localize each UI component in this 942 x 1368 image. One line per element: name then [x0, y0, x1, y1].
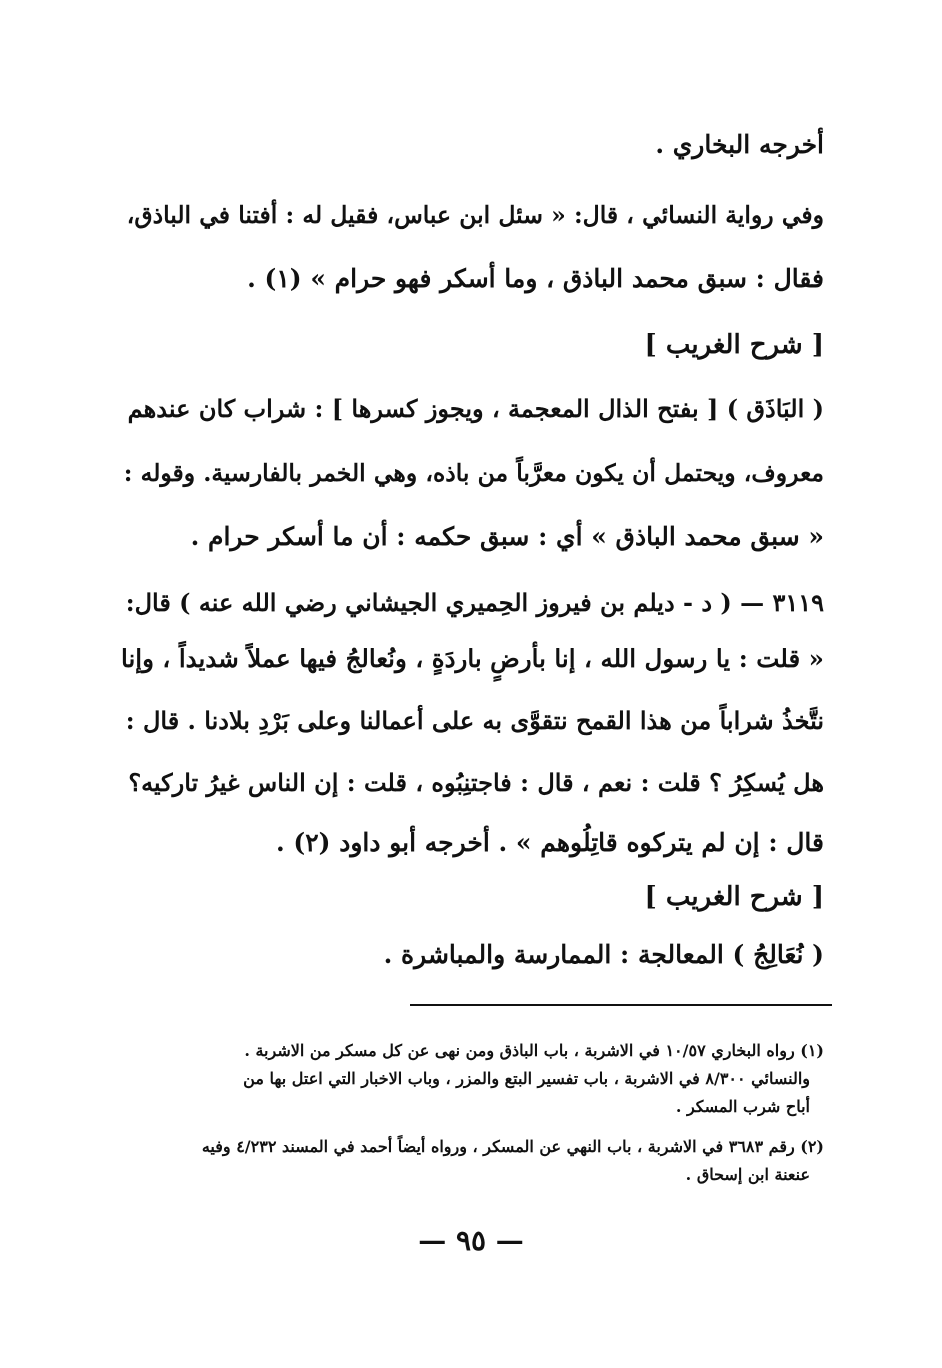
page-number: — ٩٥ — — [418, 1224, 524, 1257]
footnote-line: أباح شرب المسكر . — [675, 1097, 810, 1116]
text-line: قال : إن لم يتركوه قاتِلُوهم » . أخرجه أبو داود (٢) . — [275, 828, 824, 857]
hadith-heading-line: ٣١١٩ — ( د - ديلم بن فيروز الحِميري الجيشاني رضي الله عنه ) قال: — [125, 588, 824, 617]
text-line: معروف، ويحتمل أن يكون معرَّباً من باذه، وهي الخمر بالفارسية. وقوله : — [123, 459, 824, 487]
text-line: « سبق محمد الباذق » أي : سبق حكمه : أن ما أسكر حرام . — [190, 522, 824, 551]
text-line: فقال : سبق محمد الباذق ، وما أسكر فهو حرام » (١) . — [247, 264, 824, 293]
text-line: ( نُعَالِجُ ) المعالجة : الممارسة والمباشرة . — [383, 940, 824, 969]
text-line: وفي رواية النسائي ، قال: « سئل ابن عباس، فقيل له : أفتنا في الباذق، — [126, 201, 824, 229]
footnote-divider — [410, 1004, 832, 1006]
footnote-line: (٢) رقم ٣٦٨٣ في الاشربة ، باب النهي عن المسكر ، ورواه أيضاً أحمد في المسند ٤/٢٣٢ وفيه — [201, 1137, 824, 1156]
section-heading: [ شرح الغريب ] — [644, 330, 824, 360]
section-heading: [ شرح الغريب ] — [644, 882, 824, 912]
text-line: ( البَاذَق ) [ بفتح الذال المعجمة ، ويجوز كسرها ] : شراب كان عندهم — [127, 394, 824, 423]
footnote-line: والنسائي ٨/٣٠٠ في الاشربة ، باب تفسير البتع والمزر ، وباب الاخبار التي اعتل بها من — [243, 1069, 810, 1088]
footnote-line: (١) رواه البخاري ١٠/٥٧ في الاشربة ، باب الباذق ومن نهى عن كل مسكر من الاشربة . — [244, 1041, 824, 1060]
footnote-line: عنعنة ابن إسحاق . — [685, 1165, 810, 1184]
text-line: نتَّخذُ شراباً من هذا القمح نتقوَّى به على أعمالنا وعلى بَرْدِ بلادنا . قال : — [125, 706, 824, 735]
text-line: « قلت : يا رسول الله ، إنا بأرضٍ باردَةٍ ، ونُعالجُ فيها عملاً شديداً ، وإنا — [120, 644, 824, 673]
text-line: أخرجه البخاري . — [655, 130, 824, 159]
text-line: هل يُسكِرُ ؟ قلت : نعم ، قال : فاجتنِبُوه ، قلت : إن الناس غيرُ تاركيه؟ — [128, 768, 824, 797]
